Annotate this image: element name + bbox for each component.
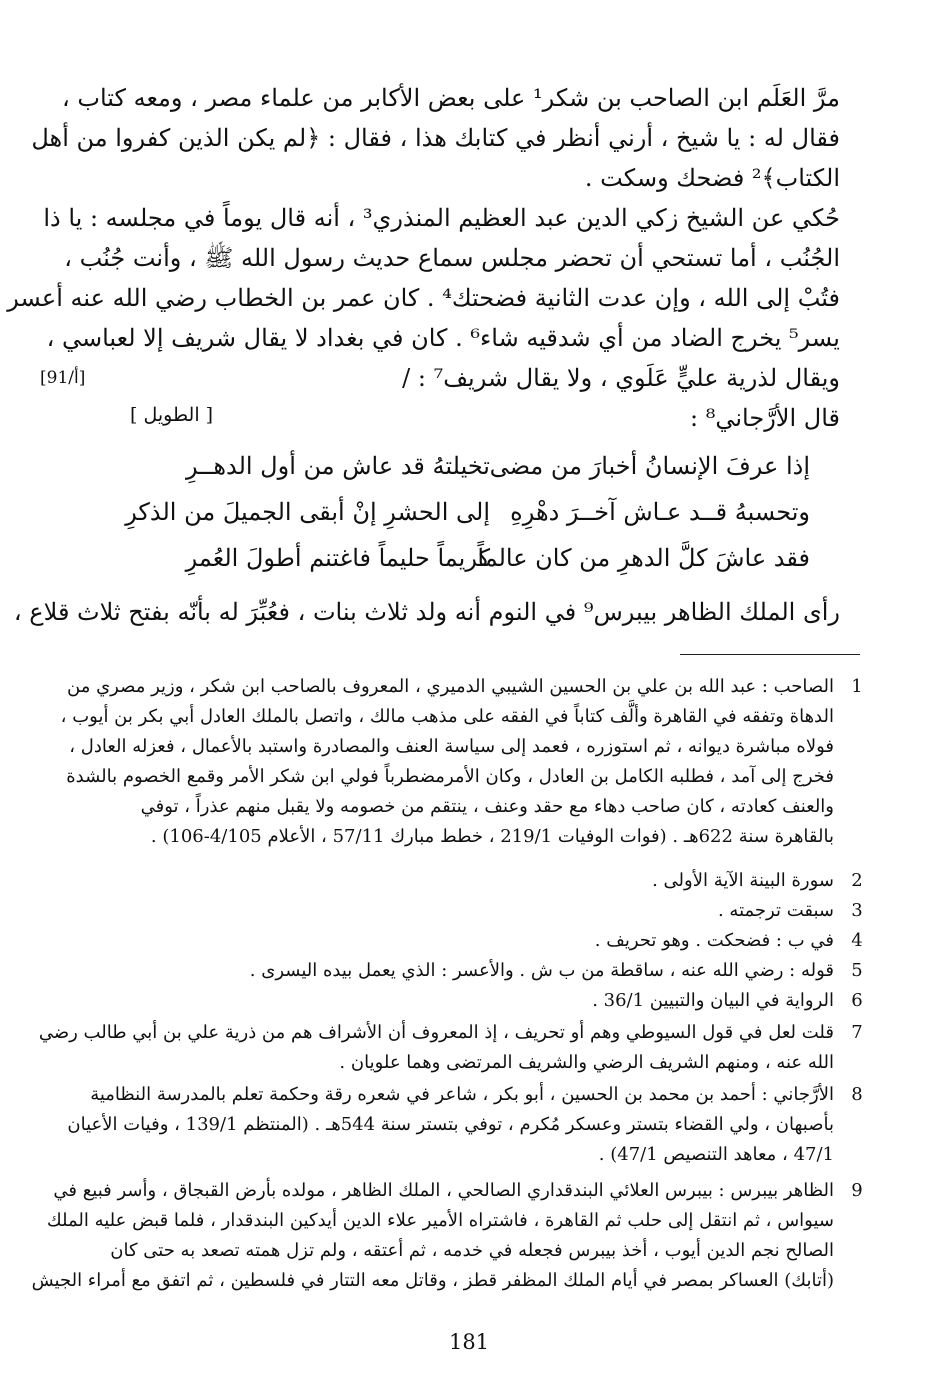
footnote-line: والعنف كعادته ، كان صاحب دهاء مع حقد وعنف ، ينتقم من خصومه ولا يقبل منهم عذراً ، توفي	[140, 796, 834, 817]
text-line: رأى الملك الظاهر بيبرس⁹ في النوم أنه ولد ثلاث بنات ، فعُبِّرَ له بأنّه بفتح ثلاث قلاع ،	[13, 598, 840, 626]
footnote-line: الدهاة وتفقه في القاهرة وألَّف كتاباً في الفقه على مذهب مالك ، واتصل بالملك العادل أبي بكر بن أيوب ،	[60, 706, 834, 727]
verse-second-hemistich: كريماً حليماً فاغتنم أطولَ العُمرِ	[185, 544, 490, 572]
footnote-number: 7	[851, 1022, 863, 1043]
footnote-number: 4	[851, 930, 863, 951]
verse-second-hemistich: تخيلتهُ قد عاش من أول الدهــرِ	[186, 452, 490, 480]
text-line: ويقال لذرية عليٍّ عَلَوي ، ولا يقال شريف⁷ : /	[402, 364, 840, 392]
footnote	[31, 1176, 868, 1296]
text-line: قال الأرَّجاني⁸ :	[690, 404, 840, 432]
footnote-line: بأصبهان ، ولي القضاء بتستر وعسكر مُكرم ، توفي بتستر سنة 544هـ . (المنتظم 139/1 ، وفيات الأعيان	[67, 1114, 834, 1135]
footnote-line: الله عنه ، ومنهم الشريف الرضي والشريف المرتضى وهما علويان .	[339, 1052, 834, 1073]
main-text-continued	[13, 596, 840, 628]
footnote-number: 3	[851, 900, 863, 921]
footnote-line: الصاحب : عبد الله بن علي بن الحسين الشيبي الدميري ، المعروف بالصاحب ابن شكر ، وزير مصري من	[67, 676, 834, 697]
footnote	[128, 866, 868, 896]
footnote-number: 6	[851, 990, 863, 1011]
text-line: يسر⁵ يخرج الضاد من أي شدقيه شاء⁶ . كان في بغداد لا يقال شريف إلا لعباسي ،	[46, 324, 840, 352]
footnote-line: قوله : رضي الله عنه ، ساقطة من ب ش . والأعسر : الذي يعمل بيده اليسرى .	[249, 960, 834, 981]
footnote	[128, 926, 868, 956]
text-line: الكتاب﴾² فضحك وسكت .	[584, 164, 840, 192]
poetic-meter-label: [ الطويل ]	[130, 404, 214, 426]
footnote	[38, 1018, 868, 1078]
footnote-line: الظاهر بيبرس : بيبرس العلائي البندقداري الصالحي ، الملك الظاهر ، مولده بأرض القبجاق ، وأسر فبيع في	[53, 1180, 834, 1201]
verse-second-hemistich: إلى الحشرِ إنْ أبقى الجميلَ من الذكرِ	[125, 498, 490, 526]
footnote	[128, 986, 868, 1016]
footnote-line: 47/1 ، معاهد التنصيص 47/1) .	[598, 1144, 834, 1165]
footnote-line: فخرج إلى آمد ، فطلبه الكامل بن العادل ، وكان الأمرمضطرباً فولي ابن شكر الأمر وقمع الخصوم بالشدة	[66, 766, 834, 787]
footnote-separator	[680, 654, 860, 655]
footnote-line: فولاه مباشرة ديوانه ، ثم استوزره ، فعمد إلى سياسة العنف والمصادرة واستبد بالأعمال ، فعزله العادل ،	[69, 736, 834, 757]
page-number: 181	[448, 1330, 490, 1354]
footnote-number: 5	[851, 960, 863, 981]
text-line: الجُنُب ، أما تستحي أن تحضر مجلس سماع حديث رسول الله ﷺ ، وأنت جُنُب ،	[64, 244, 840, 272]
text-line: فقال له : يا شيخ ، أرني أنظر في كتابك هذا ، فقال : ﴿لم يكن الذين كفروا من أهل	[31, 124, 840, 152]
footnote-line: سورة البينة الآية الأولى .	[652, 870, 834, 891]
verse-first-hemistich: فقد عاشَ كلَّ الدهرِ من كان عالماً	[477, 544, 810, 572]
footnote	[128, 896, 868, 926]
footnote-number: 2	[851, 870, 863, 891]
footnote-line: (أتابك) العساكر بمصر في أيام الملك المظفر قطز ، وقاتل معه التتار في فلسطين ، ثم اتفق مع أمراء الجيش	[31, 1270, 834, 1291]
footnote-line: سيواس ، ثم انتقل إلى حلب ثم القاهرة ، فاشتراه الأمير علاء الدين أيدكين البندقدار ، فلما قبض عليه الملك	[46, 1210, 834, 1231]
footnote-line: الرواية في البيان والتبيين 36/1 .	[592, 990, 834, 1011]
footnote-line: بالقاهرة سنة 622هـ . (فوات الوفيات 219/1 ، خطط مبارك 57/11 ، الأعلام 4/105-106) .	[150, 826, 834, 847]
footnote-number: 8	[851, 1084, 863, 1105]
footnote	[128, 956, 868, 986]
verse-first-hemistich: إذا عرفَ الإنسانُ أخبارَ من مضى	[489, 452, 810, 480]
text-line: حُكي عن الشيخ زكي الدين عبد العظيم المنذري³ ، أنه قال يوماً في مجلسه : يا ذا	[43, 204, 840, 232]
folio-marker: [91/أ]	[40, 368, 86, 388]
footnote-number: 1	[851, 676, 863, 697]
footnote-line: سبقت ترجمته .	[717, 900, 834, 921]
footnote-number: 9	[851, 1180, 863, 1201]
footnote	[67, 1080, 868, 1170]
footnote-line: الأرَّجاني : أحمد بن محمد بن الحسين ، أبو بكر ، شاعر في شعره رقة وحكمة تعلم بالمدرسة النظامية	[90, 1084, 834, 1105]
text-line: مرَّ العَلَم ابن الصاحب بن شكر¹ على بعض الأكابر من علماء مصر ، ومعه كتاب ،	[62, 84, 840, 112]
footnote-line: الصالح نجم الدين أيوب ، أخذ بيبرس فجعله في خدمه ، ثم أعتقه ، ولم تزل همته تصعد به حتى كان	[110, 1240, 834, 1261]
text-line: فتُبْ إلى الله ، وإن عدت الثانية فضحتك⁴ . كان عمر بن الخطاب رضي الله عنه أعسر	[7, 284, 840, 312]
verse-first-hemistich: وتحسبهُ قــد عـاش آخــرَ دهْرِهِ	[510, 498, 810, 526]
footnote-line: في ب : فضحكت . وهو تحريف .	[594, 930, 834, 951]
footnote	[60, 672, 868, 852]
footnote-line: قلت لعل في قول السيوطي وهم أو تحريف ، إذ المعروف أن الأشراف هم من ذرية علي بن أبي طالب رضي	[38, 1022, 834, 1043]
